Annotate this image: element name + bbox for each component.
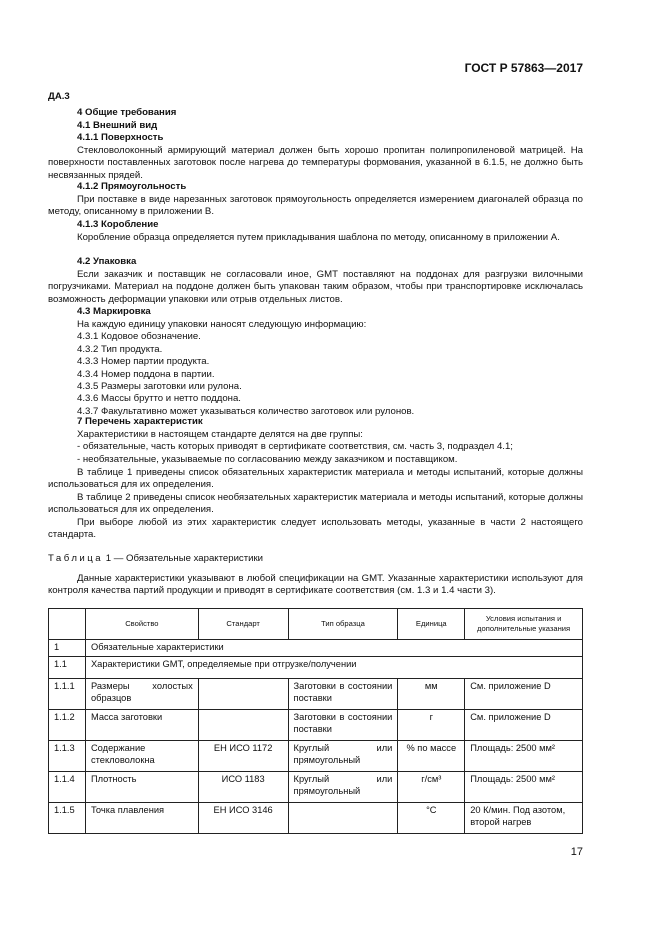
heading-4-1-1: 4.1.1 Поверхность: [77, 132, 164, 143]
table-cell: мм: [398, 678, 465, 709]
table-cell: Круглый или прямоугольный: [288, 740, 398, 771]
table-cell: Обязательные характеристики: [85, 640, 582, 657]
table-cell: Круглый или прямоугольный: [288, 771, 398, 802]
table-row: [49, 771, 583, 802]
column-header: Условия испытания и дополнительные указания: [465, 609, 583, 640]
table-cell: Размеры холостых образцов: [85, 678, 198, 709]
table-cell: 1.1.1: [49, 678, 86, 709]
table-cell: Площадь: 2500 мм²: [465, 771, 583, 802]
heading-4-3: 4.3 Маркировка: [77, 306, 151, 317]
heading-4-1-2: 4.1.2 Прямоугольность: [77, 181, 187, 192]
table-caption-title: 1 — Обязательные характеристики: [103, 553, 264, 564]
list-item: 4.3.6 Массы брутто и нетто поддона.: [77, 393, 241, 405]
paragraph: Характеристики в настоящем стандарте делятся на две группы:: [77, 429, 363, 440]
table-row: [49, 802, 583, 833]
table-cell: Характеристики GMT, определяемые при отгрузке/получении: [85, 656, 582, 678]
annex-label: ДА.3: [48, 91, 70, 102]
table-cell: ИСО 1183: [198, 771, 288, 802]
paragraph-4-1-1: Стекловолоконный армирующий материал должен быть хорошо пропитан полипропиленовой матрицей. На поверхности поставленных заготовок после нагрева до температуры формования, указанной в 6.1.5, не должно быть несвязанных прядей.: [48, 145, 583, 181]
table-header-row: [49, 609, 583, 640]
column-header: [49, 609, 86, 640]
characteristics-table: [48, 608, 583, 834]
table-cell: 1.1.2: [49, 709, 86, 740]
paragraph-table2-ref: В таблице 2 приведены список необязательных характеристик материала и методы испытаний, которые должны использоваться для их определения.: [48, 492, 583, 516]
table-cell: 1.1: [49, 656, 86, 678]
table-cell: См. приложение D: [465, 709, 583, 740]
table-cell: ЕН ИСО 1172: [198, 740, 288, 771]
table-row: [49, 678, 583, 709]
table-row: [49, 709, 583, 740]
table-cell: 1.1.3: [49, 740, 86, 771]
page-number: 17: [570, 846, 583, 858]
list-item: 4.3.7 Факультативно может указываться количество заготовок или рулонов.: [77, 405, 415, 417]
table-intro: Данные характеристики указывают в любой спецификации на GMT. Указанные характеристики используют для контроля качества партий продукции и приводят в сертификате соответствия (см. 1.3 и 1.4 части 3).: [48, 573, 583, 597]
table-cell: См. приложение D: [465, 678, 583, 709]
heading-4-2: 4.2 Упаковка: [77, 256, 137, 267]
paragraph-4-1-3: Коробление образца определяется путем прикладывания шаблона по методу, описанному в приложении А.: [77, 232, 560, 243]
paragraph-4-1-2: При поставке в виде нарезанных заготовок прямоугольность определяется измерением диагоналей образца по методу, описанному в приложении В.: [48, 194, 583, 218]
table-group-row: [49, 656, 583, 678]
column-header: Свойство: [85, 609, 198, 640]
table-cell: Точка плавления: [85, 802, 198, 833]
heading-4: 4 Общие требования: [77, 107, 177, 118]
column-header: Тип образца: [288, 609, 398, 640]
table-cell: г/см³: [398, 771, 465, 802]
table-group-row: [49, 640, 583, 657]
table-cell: ЕН ИСО 3146: [198, 802, 288, 833]
table-cell: % по массе: [398, 740, 465, 771]
table-cell: 1.1.4: [49, 771, 86, 802]
list-item: 4.3.4 Номер поддона в партии.: [77, 368, 215, 380]
table-cell: Масса заготовки: [85, 709, 198, 740]
list-item: 4.3.2 Тип продукта.: [77, 343, 163, 355]
table-row: [49, 740, 583, 771]
document-header: ГОСТ Р 57863—2017: [464, 61, 583, 75]
list-item: - необязательные, указываемые по согласованию между заказчиком и поставщиком.: [77, 453, 458, 465]
table-cell: Содержание стекловолокна: [85, 740, 198, 771]
table-caption-label: Таблица: [48, 553, 104, 564]
table-cell: [198, 678, 288, 709]
table-cell: Плотность: [85, 771, 198, 802]
heading-4-1-3: 4.1.3 Коробление: [77, 219, 159, 230]
list-item: 4.3.5 Размеры заготовки или рулона.: [77, 381, 242, 393]
column-header: Стандарт: [198, 609, 288, 640]
paragraph-4-3: На каждую единицу упаковки наносят следующую информацию:: [77, 319, 367, 330]
table-cell: Площадь: 2500 мм²: [465, 740, 583, 771]
table-cell: [198, 709, 288, 740]
table-cell: 20 К/мин. Под азотом, второй нагрев: [465, 802, 583, 833]
table-cell: [288, 802, 398, 833]
groups-list: [48, 429, 583, 466]
paragraph-methods: При выборе любой из этих характеристик следует использовать методы, указанные в части 2 настоящего стандарта.: [48, 517, 583, 541]
table-cell: Заготовки в состоянии поставки: [288, 709, 398, 740]
heading-4-1: 4.1 Внешний вид: [77, 120, 158, 131]
list-item: 4.3.3 Номер партии продукта.: [77, 356, 210, 368]
list-item: 4.3.1 Кодовое обозначение.: [77, 331, 201, 343]
table-cell: 1: [49, 640, 86, 657]
list-item: - обязательные, часть которых приводят в сертификате соответствия, см. часть 3, подраздел 4.1;: [77, 441, 513, 453]
heading-7: 7 Перечень характеристик: [77, 416, 203, 427]
table-cell: г: [398, 709, 465, 740]
table-cell: Заготовки в состоянии поставки: [288, 678, 398, 709]
table-cell: 1.1.5: [49, 802, 86, 833]
column-header: Единица: [398, 609, 465, 640]
table-caption: [48, 553, 583, 565]
table-cell: °C: [398, 802, 465, 833]
paragraph-table1-ref: В таблице 1 приведены список обязательных характеристик материала и методы испытаний, которые должны использоваться для их определения.: [48, 467, 583, 491]
marking-list: [48, 319, 583, 418]
paragraph-4-2: Если заказчик и поставщик не согласовали иное, GMT поставляют на поддонах для разгрузки вилочными погрузчиками. Материал на поддоне должен быть упакован таким образом, чтобы при транспортировке исключалась возможность деформации упаковки или отрыв отдельных листов.: [48, 269, 583, 305]
